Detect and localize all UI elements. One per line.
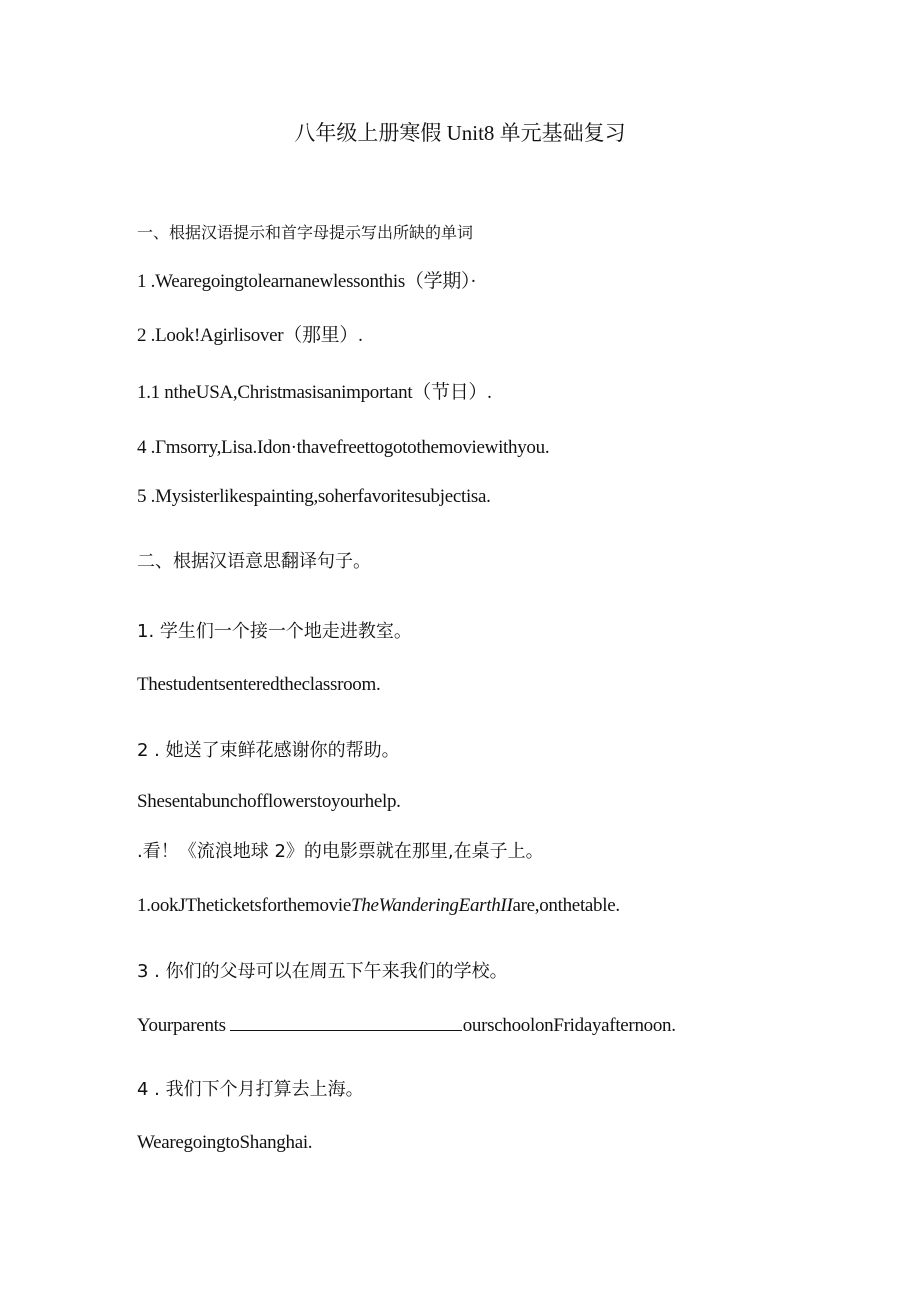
translation-answer-4: [137, 1012, 676, 1038]
translation-question-2: 2 . 她送了束鲜花感谢你的帮助。: [137, 740, 400, 761]
translation-question-3: .看！《流浪地球 2》的电影票就在那里,在桌子上。: [137, 841, 544, 862]
section-heading-1: 一、根据汉语提示和首字母提示写出所缺的单词: [137, 223, 474, 242]
exercise-item-1: 1 .Wearegoingtolearnanewlessonthis（学期）·: [137, 271, 477, 292]
answer-3-start: 1.ookJTheticketsforthemovie: [137, 895, 352, 916]
exercise-item-5: 5 .Mysisterlikespainting,soherfavoritesubjectisa.: [137, 486, 491, 507]
exercise-item-3: 1.1 ntheUSA,Christmasisanimportant（节日）.: [137, 382, 492, 403]
answer-blank[interactable]: [230, 1012, 462, 1031]
translation-question-5: 4 . 我们下个月打算去上海。: [137, 1079, 364, 1100]
translation-answer-5: WearegoingtoShanghai.: [137, 1132, 313, 1153]
translation-question-4: 3 . 你们的父母可以在周五下午来我们的学校。: [137, 961, 508, 982]
movie-title: TheWanderingEarthII: [351, 895, 513, 916]
answer-4-start: Yourparents: [137, 1015, 226, 1036]
exercise-item-2: 2 .Look!Agirlisover（那里）.: [137, 325, 363, 346]
exercise-item-4: 4 .Γmsorry,Lisa.Idon·thavefreettogotothemoviewithyou.: [137, 437, 550, 458]
translation-answer-1: Thestudentsenteredtheclassroom.: [137, 674, 381, 695]
translation-answer-3: [137, 894, 620, 918]
answer-4-end: ourschoolonFridayafternoon.: [462, 1015, 676, 1036]
translation-answer-2: Shesentabunchofflowerstoyourhelp.: [137, 791, 401, 812]
answer-3-end: are,onthetable.: [512, 895, 620, 916]
section-heading-2: 二、根据汉语意思翻译句子。: [137, 551, 371, 572]
page-title: 八年级上册寒假 Unit8 单元基础复习: [294, 121, 626, 145]
translation-question-1: 1. 学生们一个接一个地走进教室。: [137, 621, 412, 642]
